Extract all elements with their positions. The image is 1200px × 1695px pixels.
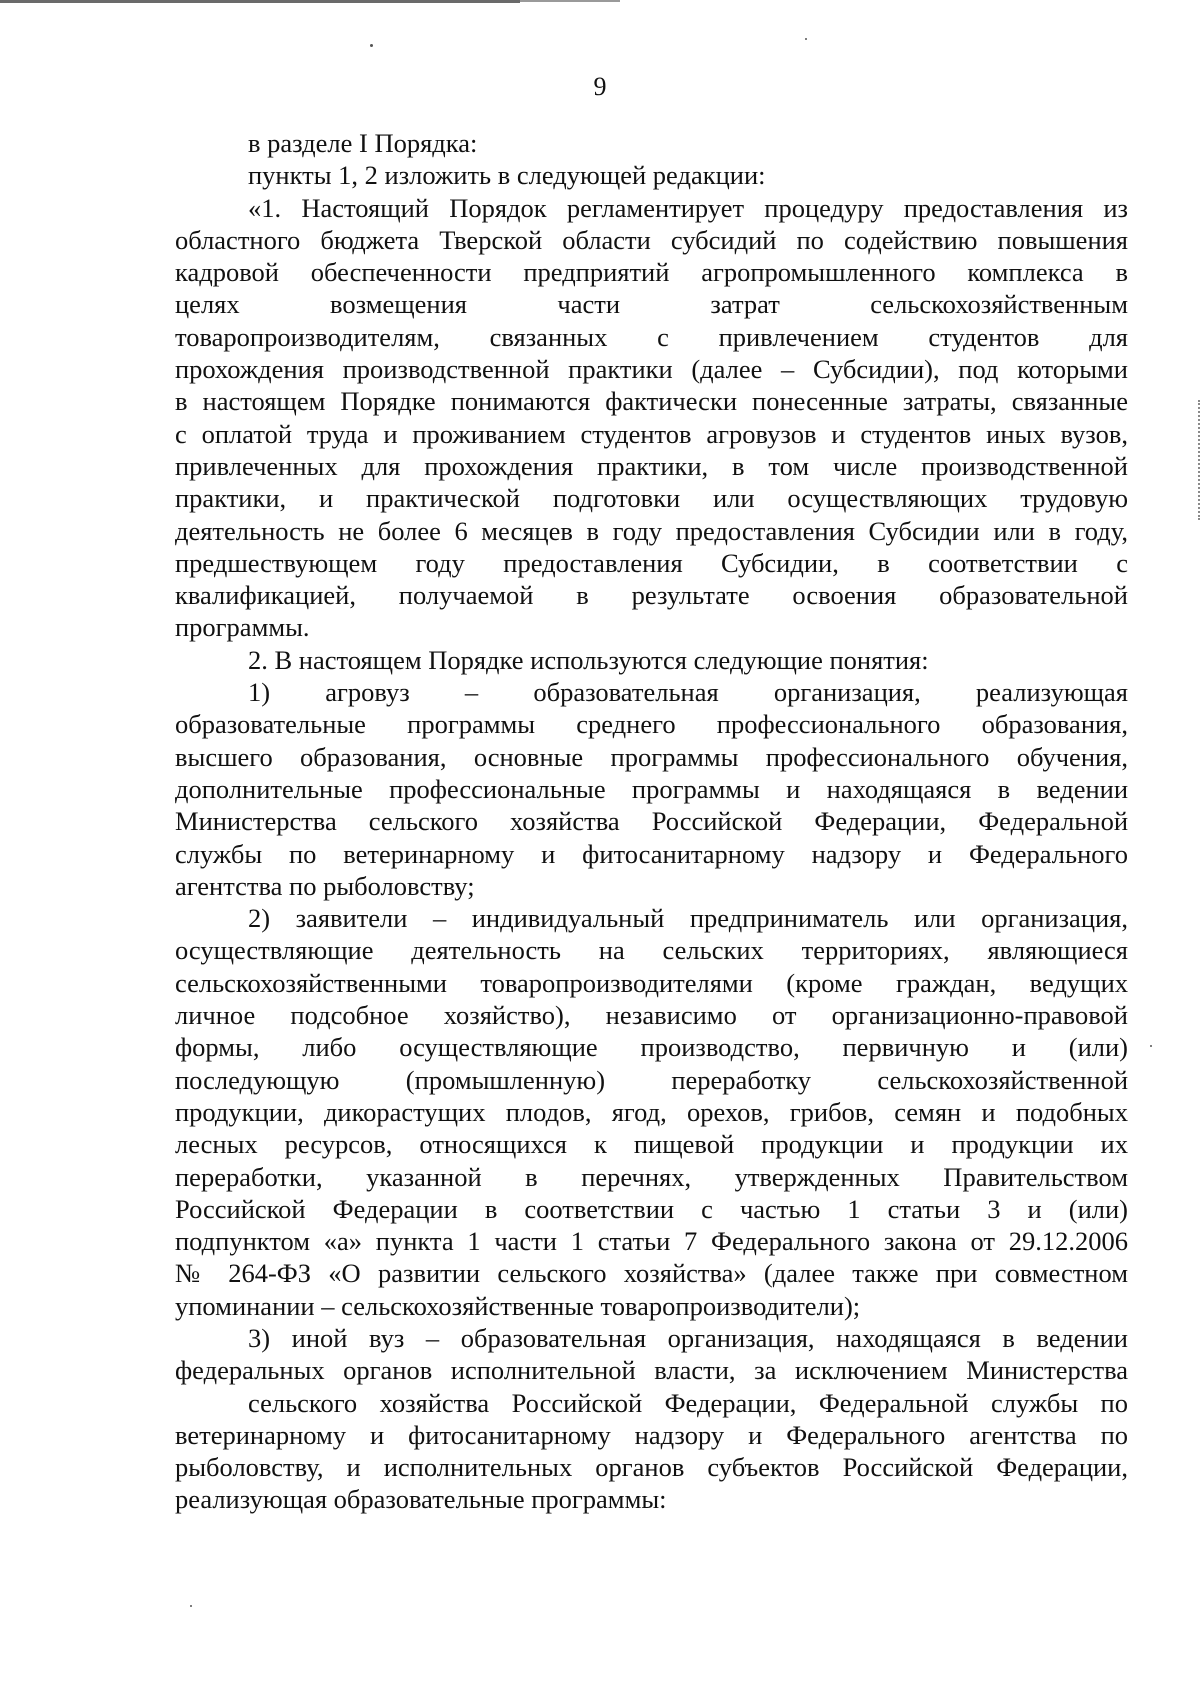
text-line: «1. Настоящий Порядок регламентирует процедуру предоставления из (248, 192, 1128, 223)
scan-edge-top (0, 0, 520, 3)
text-line: 2. В настоящем Порядке используются следующие понятия: (248, 644, 929, 675)
text-line: службы по ветеринарному и фитосанитарному надзору и Федерального (175, 838, 1128, 869)
text-line: в настоящем Порядке понимаются фактически понесенные затраты, связанные (175, 386, 1128, 417)
text-line: дополнительные профессиональные программы и находящаяся в ведении (175, 773, 1128, 804)
text-line: пункты 1, 2 изложить в следующей редакции: (248, 160, 766, 191)
text-line: практики, и практической подготовки или осуществляющих трудовую (175, 483, 1128, 514)
text-line: Российской Федерации в соответствии с частью 1 статьи 3 и (или) (175, 1193, 1128, 1224)
text-line: агентства по рыболовству; (175, 870, 475, 901)
scan-edge-right (1195, 400, 1200, 520)
text-line: личное подсобное хозяйство), независимо от организационно-правовой (175, 1000, 1128, 1031)
text-line: рыболовству, и исполнительных органов субъектов Российской Федерации, (175, 1452, 1128, 1483)
scan-speck (370, 44, 373, 47)
text-line: 2) заявители – индивидуальный предприниматель или организация, (248, 903, 1128, 934)
scan-speck (805, 38, 807, 40)
text-line: сельского хозяйства Российской Федерации, Федеральной службы по (248, 1387, 1128, 1418)
scan-speck (190, 1605, 192, 1607)
text-line: областного бюджета Тверской области субсидий по содействию повышения (175, 224, 1128, 255)
text-line: осуществляющие деятельность на сельских территориях, являющиеся (175, 935, 1128, 966)
text-line: № 264-ФЗ «О развитии сельского хозяйства» (далее также при совместном (175, 1258, 1128, 1289)
text-line: программы. (175, 612, 310, 643)
text-line: товаропроизводителям, связанных с привлечением студентов для (175, 321, 1128, 352)
text-line: 3) иной вуз – образовательная организация, находящаяся в ведении (248, 1322, 1128, 1353)
text-line: сельскохозяйственными товаропроизводителями (кроме граждан, ведущих (175, 967, 1128, 998)
text-line: прохождения производственной практики (далее – Субсидии), под которыми (175, 354, 1128, 385)
text-line: деятельность не более 6 месяцев в году предоставления Субсидии или в году, (175, 515, 1128, 546)
text-line: высшего образования, основные программы профессионального обучения, (175, 741, 1128, 772)
text-line: образовательные программы среднего профессионального образования, (175, 709, 1128, 740)
text-line: квалификацией, получаемой в результате освоения образовательной (175, 580, 1128, 611)
scan-speck (1150, 1045, 1152, 1047)
text-line: реализующая образовательные программы: (175, 1484, 667, 1515)
text-line: формы, либо осуществляющие производство, первичную и (или) (175, 1032, 1128, 1063)
text-line: переработки, указанной в перечнях, утвержденных Правительством (175, 1161, 1128, 1192)
text-line: Министерства сельского хозяйства Российской Федерации, Федеральной (175, 806, 1128, 837)
text-line: кадровой обеспеченности предприятий агропромышленного комплекса в (175, 257, 1128, 288)
text-line: с оплатой труда и проживанием студентов агровузов и студентов иных вузов, (175, 418, 1128, 449)
text-line: 1) агровуз – образовательная организация, реализующая (248, 677, 1128, 708)
text-line: последующую (промышленную) переработку сельскохозяйственной (175, 1064, 1128, 1095)
text-line: подпунктом «а» пункта 1 части 1 статьи 7 Федерального закона от 29.12.2006 (175, 1226, 1128, 1257)
text-line: лесных ресурсов, относящихся к пищевой продукции и продукции их (175, 1129, 1128, 1160)
text-line: целях возмещения части затрат сельскохозяйственным (175, 289, 1128, 320)
page-number: 9 (593, 72, 607, 101)
text-line: привлеченных для прохождения практики, в том числе производственной (175, 450, 1128, 481)
text-line: федеральных органов исполнительной власти, за исключением Министерства (175, 1355, 1128, 1386)
text-line: продукции, дикорастущих плодов, ягод, орехов, грибов, семян и подобных (175, 1096, 1128, 1127)
text-line: упоминании – сельскохозяйственные товаропроизводители); (175, 1290, 861, 1321)
text-line: ветеринарному и фитосанитарному надзору и Федерального агентства по (175, 1419, 1128, 1450)
scan-edge-top-right (520, 0, 620, 2)
document-body (175, 127, 1128, 1516)
text-line: предшествующем году предоставления Субсидии, в соответствии с (175, 547, 1128, 578)
text-line: в разделе I Порядка: (248, 128, 478, 158)
